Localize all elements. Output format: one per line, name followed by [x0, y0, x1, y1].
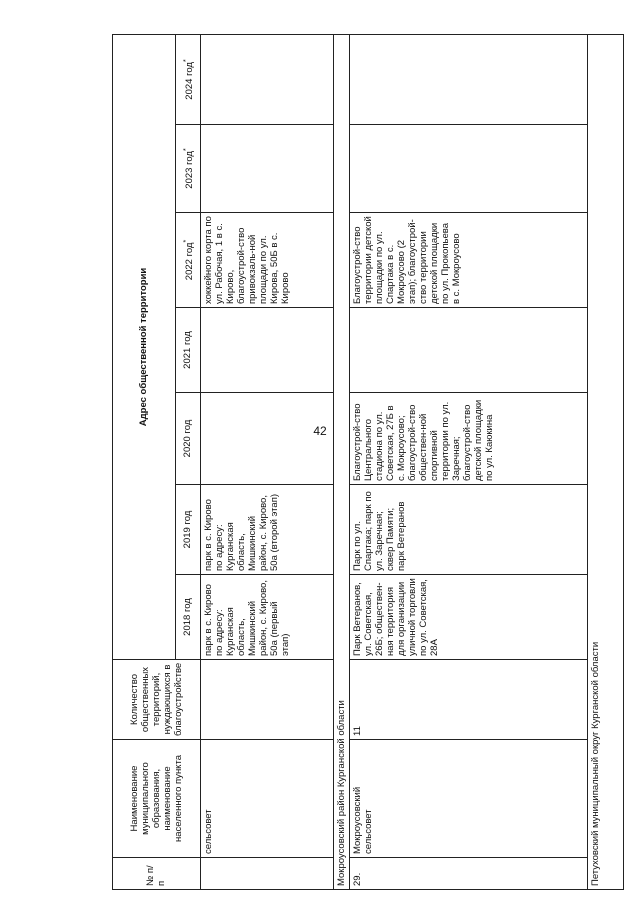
cell-2018: Парк Ветеранов, ул. Советская, 26Б; обществен-ная территория для организации уличной торговли по ул. Советская, 28А — [350, 575, 587, 660]
region-row — [334, 34, 350, 889]
header-year-2024 — [175, 34, 200, 124]
cell-2024 — [350, 34, 587, 124]
header-year-2021: 2021 год — [175, 308, 200, 393]
cell-municipality: сельсовет — [200, 740, 333, 858]
rotated-table-container — [112, 35, 624, 890]
header-num: № п/п — [113, 858, 201, 890]
cell-2019: Парк по ул. Спартака; парк по ул. Заречная; сквер Памяти; парк Ветеранов — [350, 485, 587, 575]
year-2023-label: 2023 год — [183, 151, 195, 189]
cell-num: 29. — [350, 858, 587, 890]
region-label: Мокроусовский район Курганской области — [334, 34, 350, 889]
cell-2023 — [200, 125, 333, 213]
cell-2024 — [200, 34, 333, 124]
page-number: 42 — [313, 424, 327, 438]
cell-2023 — [350, 125, 587, 213]
header-year-2018: 2018 год — [175, 575, 200, 660]
cell-2018: парк в с. Кирово по адресу: Курганская область, Мишкинский район, с. Кирово, 50а (первый этап) — [200, 575, 333, 660]
cell-2020 — [200, 393, 333, 485]
public-territories-table — [112, 34, 624, 890]
table-row — [350, 34, 587, 889]
header-count: Количество общественных территорий, нуждающихся в благоустройстве — [113, 660, 201, 740]
header-year-2020: 2020 год — [175, 393, 200, 485]
cell-2022: Благоустрой-ство территории детской площадки по ул. Спартака в с. Мокроусово (2 этап); благоустрой-ство территории детской площадки по ул. Прокопьева в с. Мокроусово — [350, 213, 587, 308]
year-2022-label: 2022 год — [183, 242, 195, 281]
cell-count: 11 — [350, 660, 587, 740]
header-year-2019: 2019 год — [175, 485, 200, 575]
cell-2022: хоккейного корта по ул. Рабочая, 1 в с. Кирово, благоустрой-ство привокзаль-ной площади по ул. Кирова, 50Б в с. Кирово — [200, 213, 333, 308]
year-2024-label: 2024 год — [183, 62, 195, 100]
footnote-star: * — [182, 148, 190, 152]
header-year-2023 — [175, 125, 200, 213]
header-row — [113, 34, 176, 889]
cell-num — [200, 858, 333, 890]
footnote-star: * — [182, 239, 190, 243]
cell-2019: парк в с. Кирово по адресу: Курганская область, Мишкинский район, с. Кирово, 50а (второй этап) — [200, 485, 333, 575]
cell-municipality: Мокроусовский сельсовет — [350, 740, 587, 858]
cell-2020: Благоустрой-ство Центрального стадиона по ул. Советская, 27Б в с. Мокроусово; благоустрой-ство обществен-ной спортивной территории по ул. Заречная; благоустрой-ство детской площадки по ул. Каюкина — [350, 393, 587, 485]
region-label: Петуховский муниципальный округ Курганской области — [587, 34, 623, 889]
cell-2021 — [200, 308, 333, 393]
region-row — [587, 34, 623, 889]
table-row — [200, 34, 333, 889]
header-year-2022 — [175, 213, 200, 308]
footnote-star: * — [182, 59, 190, 63]
header-address: Адрес общественной территории — [113, 34, 176, 659]
cell-count — [200, 660, 333, 740]
cell-2021 — [350, 308, 587, 393]
header-municipality: Наименование муниципального образования, наименование населенного пункта — [113, 740, 201, 858]
